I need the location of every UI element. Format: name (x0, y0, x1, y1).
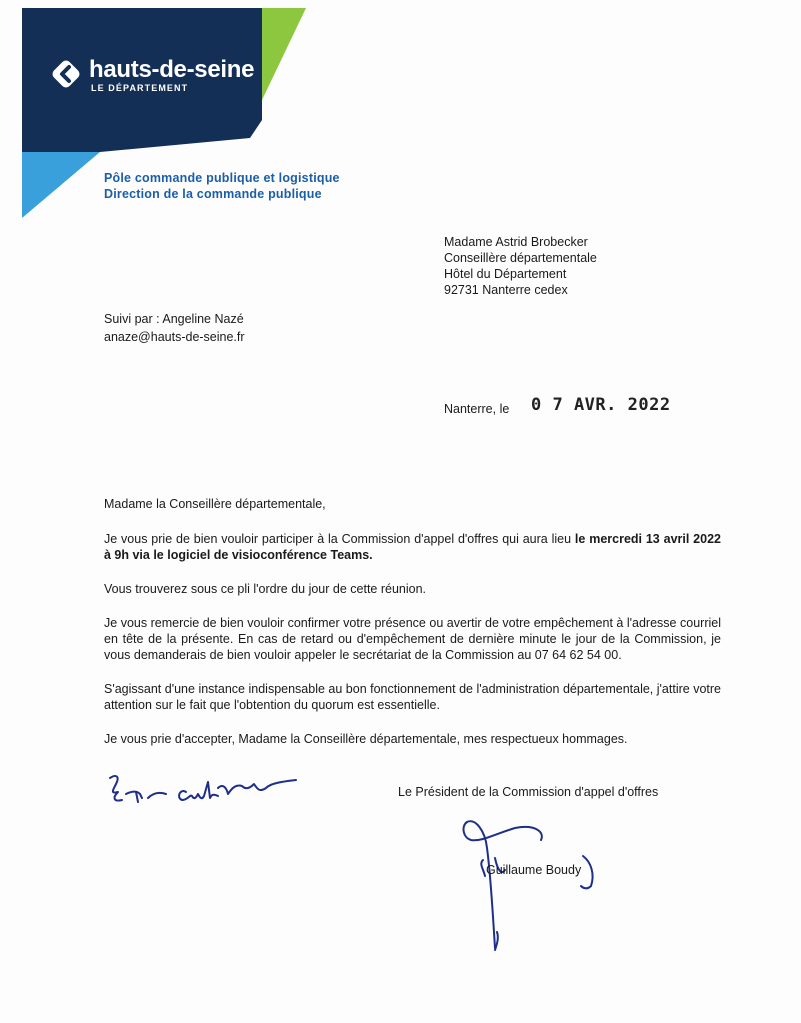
department-block (104, 170, 340, 202)
department-line-1: Pôle commande publique et logistique (104, 171, 340, 185)
recipient-name: Madame Astrid Brobecker (444, 235, 588, 249)
signatory-title: Le Président de la Commission d'appel d'offres (398, 785, 659, 799)
handwritten-closing (108, 770, 308, 810)
brand-subtitle: LE DÉPARTEMENT (91, 83, 189, 93)
brand-name: hauts-de-seine (89, 56, 255, 83)
signature (455, 798, 615, 958)
paragraph-agenda: Vous trouverez sous ce pli l'ordre du jour de cette réunion. (104, 582, 427, 596)
followup-block (104, 310, 245, 346)
recipient-address (444, 234, 597, 298)
followup-label: Suivi par : Angeline Nazé (104, 312, 244, 326)
invitation-intro: Je vous prie de bien vouloir participer à la Commission d'appel d'offres qui aura lieu (104, 532, 575, 546)
recipient-postal: 92731 Nanterre cedex (444, 283, 568, 297)
date-stamp: 0 7 AVR. 2022 (531, 395, 671, 415)
paragraph-invitation (104, 531, 721, 563)
signatory-name: Guillaume Boudy (486, 863, 582, 877)
followup-email: anaze@hauts-de-seine.fr (104, 330, 245, 344)
letter-body (104, 496, 721, 747)
green-stripe (262, 8, 306, 100)
paragraph-closing: Je vous prie d'accepter, Madame la Conseillère départementale, mes respectueux hommages. (104, 732, 628, 746)
department-line-2: Direction de la commande publique (104, 187, 322, 201)
invitation-date: le mercredi 13 avril 2022 à 9h via le logiciel de visioconférence Teams (104, 532, 721, 562)
recipient-building: Hôtel du Département (444, 267, 567, 281)
invitation-end: . (369, 548, 373, 562)
department-logo-icon (49, 57, 83, 91)
paragraph-confirmation: Je vous remercie de bien vouloir confirmer votre présence ou avertir de votre empêchement à l'adresse courriel en tête de la présente. En cas de retard ou d'empêchement de dernière minute le jour de la Commission, je vous demanderais de bien vouloir appeler le secrétariat de la Commission au 07 64 62 54 00. (104, 616, 721, 662)
recipient-role: Conseillère départementale (444, 251, 597, 265)
paragraph-quorum: S'agissant d'une instance indispensable au bon fonctionnement de l'administration départementale, j'attire votre attention sur le fait que l'obtention du quorum est essentielle. (104, 682, 721, 712)
salutation: Madame la Conseillère départementale, (104, 497, 326, 511)
dateline-place: Nanterre, le (444, 402, 510, 416)
blue-triangle (22, 152, 100, 218)
